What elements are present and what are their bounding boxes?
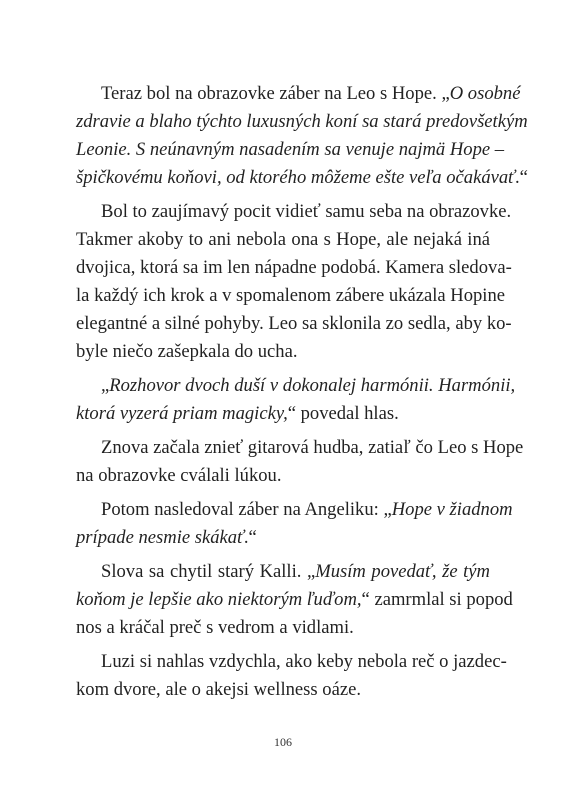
- text-line: Slova sa chytil starý Kalli. „Musím povedať, že tým: [101, 561, 490, 582]
- text-line: ktorá vyzerá priam magicky,“ povedal hlas.: [76, 403, 399, 424]
- text-line: špičkovému koňovi, od ktorého môžeme ešte veľa očakávať.“: [76, 167, 528, 188]
- text-line: na obrazovke cválali lúkou.: [76, 465, 282, 486]
- text-line: nos a kráčal preč s vedrom a vidlami.: [76, 617, 354, 638]
- text-line: Potom nasledoval záber na Angeliku: „Hope v žiadnom: [101, 499, 513, 520]
- text-line: elegantné a silné pohyby. Leo sa sklonila zo sedla, aby ko-: [76, 313, 512, 334]
- text-line: Leonie. S neúnavným nasadením sa venuje najmä Hope –: [76, 139, 505, 160]
- text-line: Teraz bol na obrazovke záber na Leo s Hope. „O osobné: [101, 83, 521, 104]
- text-line: kom dvore, ale o akejsi wellness oáze.: [76, 679, 362, 700]
- text-line: „Rozhovor dvoch duší v dokonalej harmónii. Harmónii,: [101, 375, 516, 396]
- page-number: 106: [274, 735, 292, 749]
- text-line: Bol to zaujímavý pocit vidieť samu seba na obrazovke.: [101, 201, 512, 222]
- text-line: Znova začala znieť gitarová hudba, zatiaľ čo Leo s Hope: [101, 437, 524, 458]
- text-line: byle niečo zašepkala do ucha.: [76, 341, 298, 362]
- text-line: zdravie a blaho týchto luxusných koní sa stará predovšetkým: [76, 111, 528, 132]
- text-line: Takmer akoby to ani nebola ona s Hope, ale nejaká iná: [76, 229, 490, 250]
- text-line: koňom je lepšie ako niektorým ľuďom,“ zamrmlal si popod: [76, 589, 513, 610]
- text-line: Luzi si nahlas vzdychla, ako keby nebola reč o jazdec-: [101, 651, 507, 672]
- text-line: la každý ich krok a v spomalenom zábere ukázala Hopine: [76, 285, 506, 306]
- text-line: prípade nesmie skákať.“: [76, 527, 257, 548]
- text-line: dvojica, ktorá sa im len nápadne podobá. Kamera sledova-: [76, 257, 512, 278]
